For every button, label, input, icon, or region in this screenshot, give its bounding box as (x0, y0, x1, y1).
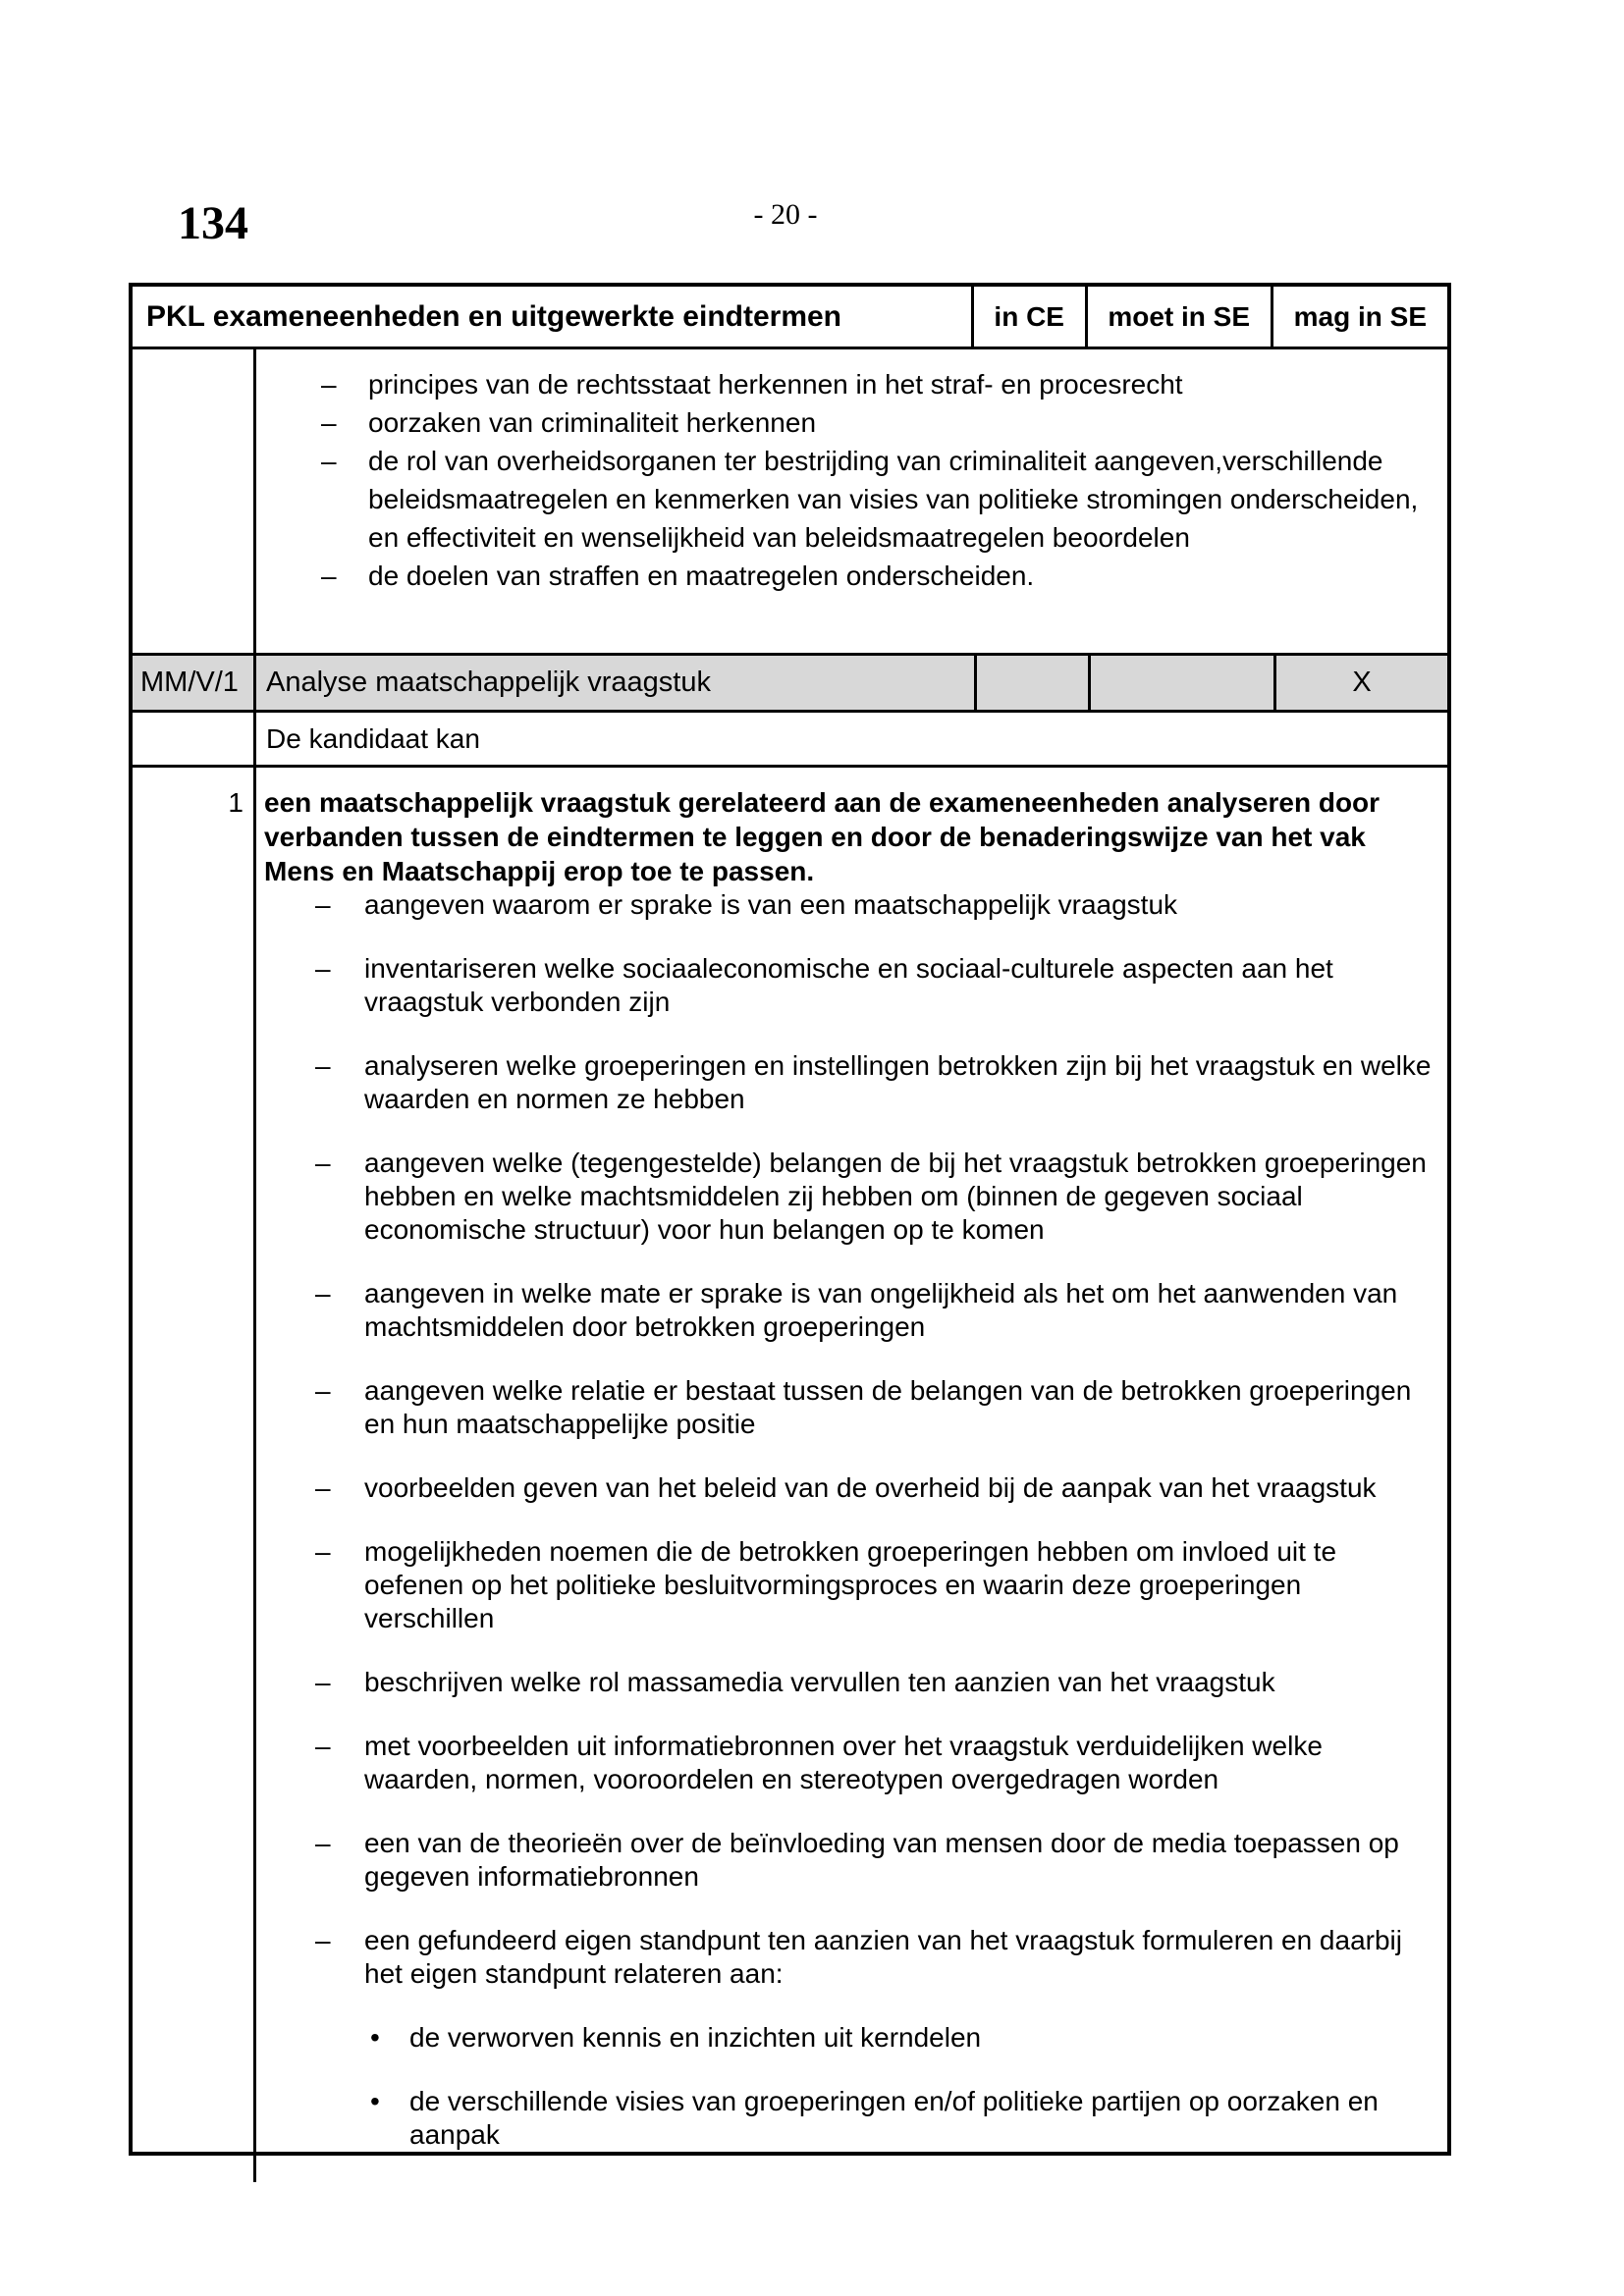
eindterm-items-list (264, 888, 1435, 1991)
eindterm-number: 1 (133, 768, 256, 2182)
eindterm-item: – aangeven welke (tegengestelde) belangen de bij het vraagstuk betrokken groeperingen hebben en welke machtsmiddelen zij hebben om (binnen de gegeven sociaal economische structuur) voor hun belangen op te komen (264, 1147, 1435, 1247)
eindterm-content-cell (256, 768, 1447, 2182)
column-header-in-ce: in CE (974, 287, 1088, 347)
empty-label-cell (133, 713, 256, 765)
previous-unit-terms-row (133, 349, 1447, 656)
term-item: – oorzaken van criminaliteit herkennen (256, 403, 1437, 442)
eindtermen-table (129, 283, 1451, 2156)
eindterm-subitems-list (264, 2021, 1435, 2152)
term-item: – de rol van overheidsorganen ter bestrijding van criminaliteit aangeven,verschillende beleidsmaatregelen en kenmerken van visies van politieke stromingen onderscheiden, en effectiviteit en wenselijkheid van beleidsmaatregelen beoordelen (256, 442, 1437, 557)
unit-row-mmv1 (133, 656, 1447, 713)
table-header-row (133, 287, 1447, 349)
term-item: – principes van de rechtsstaat herkennen in het straf- en procesrecht (256, 365, 1437, 403)
eindterm-item: – aangeven in welke mate er sprake is van ongelijkheid als het om het aanwenden van machtsmiddelen door betrokken groeperingen (264, 1277, 1435, 1344)
kandidaat-row (133, 713, 1447, 768)
eindterm-item: – beschrijven welke rol massamedia vervullen ten aanzien van het vraagstuk (264, 1666, 1435, 1699)
term-item: – de doelen van straffen en maatregelen onderscheiden. (256, 557, 1437, 595)
eindterm-item: – een van de theorieën over de beïnvloeding van mensen door de media toepassen op gegeven informatiebronnen (264, 1827, 1435, 1894)
column-header-moet-in-se: moet in SE (1088, 287, 1273, 347)
unit-title-cell: Analyse maatschappelijk vraagstuk (256, 656, 977, 710)
page-number-center: - 20 - (753, 198, 818, 231)
column-header-mag-in-se: mag in SE (1293, 300, 1428, 332)
eindterm-item: – aangeven welke relatie er bestaat tussen de belangen van de betrokken groeperingen en hun maatschappelijke positie (264, 1374, 1435, 1441)
eindterm-item: – mogelijkheden noemen die de betrokken groeperingen hebben om invloed uit te oefenen op het politieke besluitvormingsproces en waarin deze groeperingen verschillen (264, 1535, 1435, 1635)
eindterm-item: – aangeven waarom er sprake is van een maatschappelijk vraagstuk (264, 888, 1435, 922)
eindterm-item: – voorbeelden geven van het beleid van de overheid bij de aanpak van het vraagstuk (264, 1471, 1435, 1505)
table-title-cell: PKL exameneenheden en uitgewerkte eindtermen (133, 287, 974, 347)
previous-unit-terms-list (256, 365, 1437, 595)
eindterm-1-row (133, 768, 1447, 2182)
unit-mag-in-se-cell: X (1352, 667, 1372, 698)
unit-in-ce-cell (977, 656, 1091, 710)
unit-moet-in-se-cell (1091, 656, 1276, 710)
eindterm-intro: een maatschappelijk vraagstuk gerelateerd aan de exameneenheden analyseren door verbanden tussen de eindtermen te leggen en door de benaderingswijze van het vak Mens en Maatschappij erop toe te passen. (264, 787, 1380, 886)
eindterm-item: – met voorbeelden uit informatiebronnen over het vraagstuk verduidelijken welke waarden, normen, vooroordelen en stereotypen overgedragen worden (264, 1730, 1435, 1796)
eindterm-item: – analyseren welke groeperingen en instellingen betrokken zijn bij het vraagstuk en welke waarden en normen ze hebben (264, 1049, 1435, 1116)
previous-unit-terms-cell (256, 349, 1447, 653)
eindterm-subitem: • de verworven kennis en inzichten uit kerndelen (264, 2021, 1435, 2055)
unit-code-cell: MM/V/1 (133, 656, 256, 710)
page-number-left: 134 (178, 197, 248, 249)
kandidaat-text: De kandidaat kan (266, 722, 480, 754)
empty-label-cell (133, 349, 256, 653)
eindterm-item: – inventariseren welke sociaaleconomische en sociaal-culturele aspecten aan het vraagstuk verbonden zijn (264, 952, 1435, 1019)
eindterm-subitem: • de verschillende visies van groeperingen en/of politieke partijen op oorzaken en aanpak (264, 2085, 1435, 2152)
eindterm-item: – een gefundeerd eigen standpunt ten aanzien van het vraagstuk formuleren en daarbij het eigen standpunt relateren aan: (264, 1924, 1435, 1991)
